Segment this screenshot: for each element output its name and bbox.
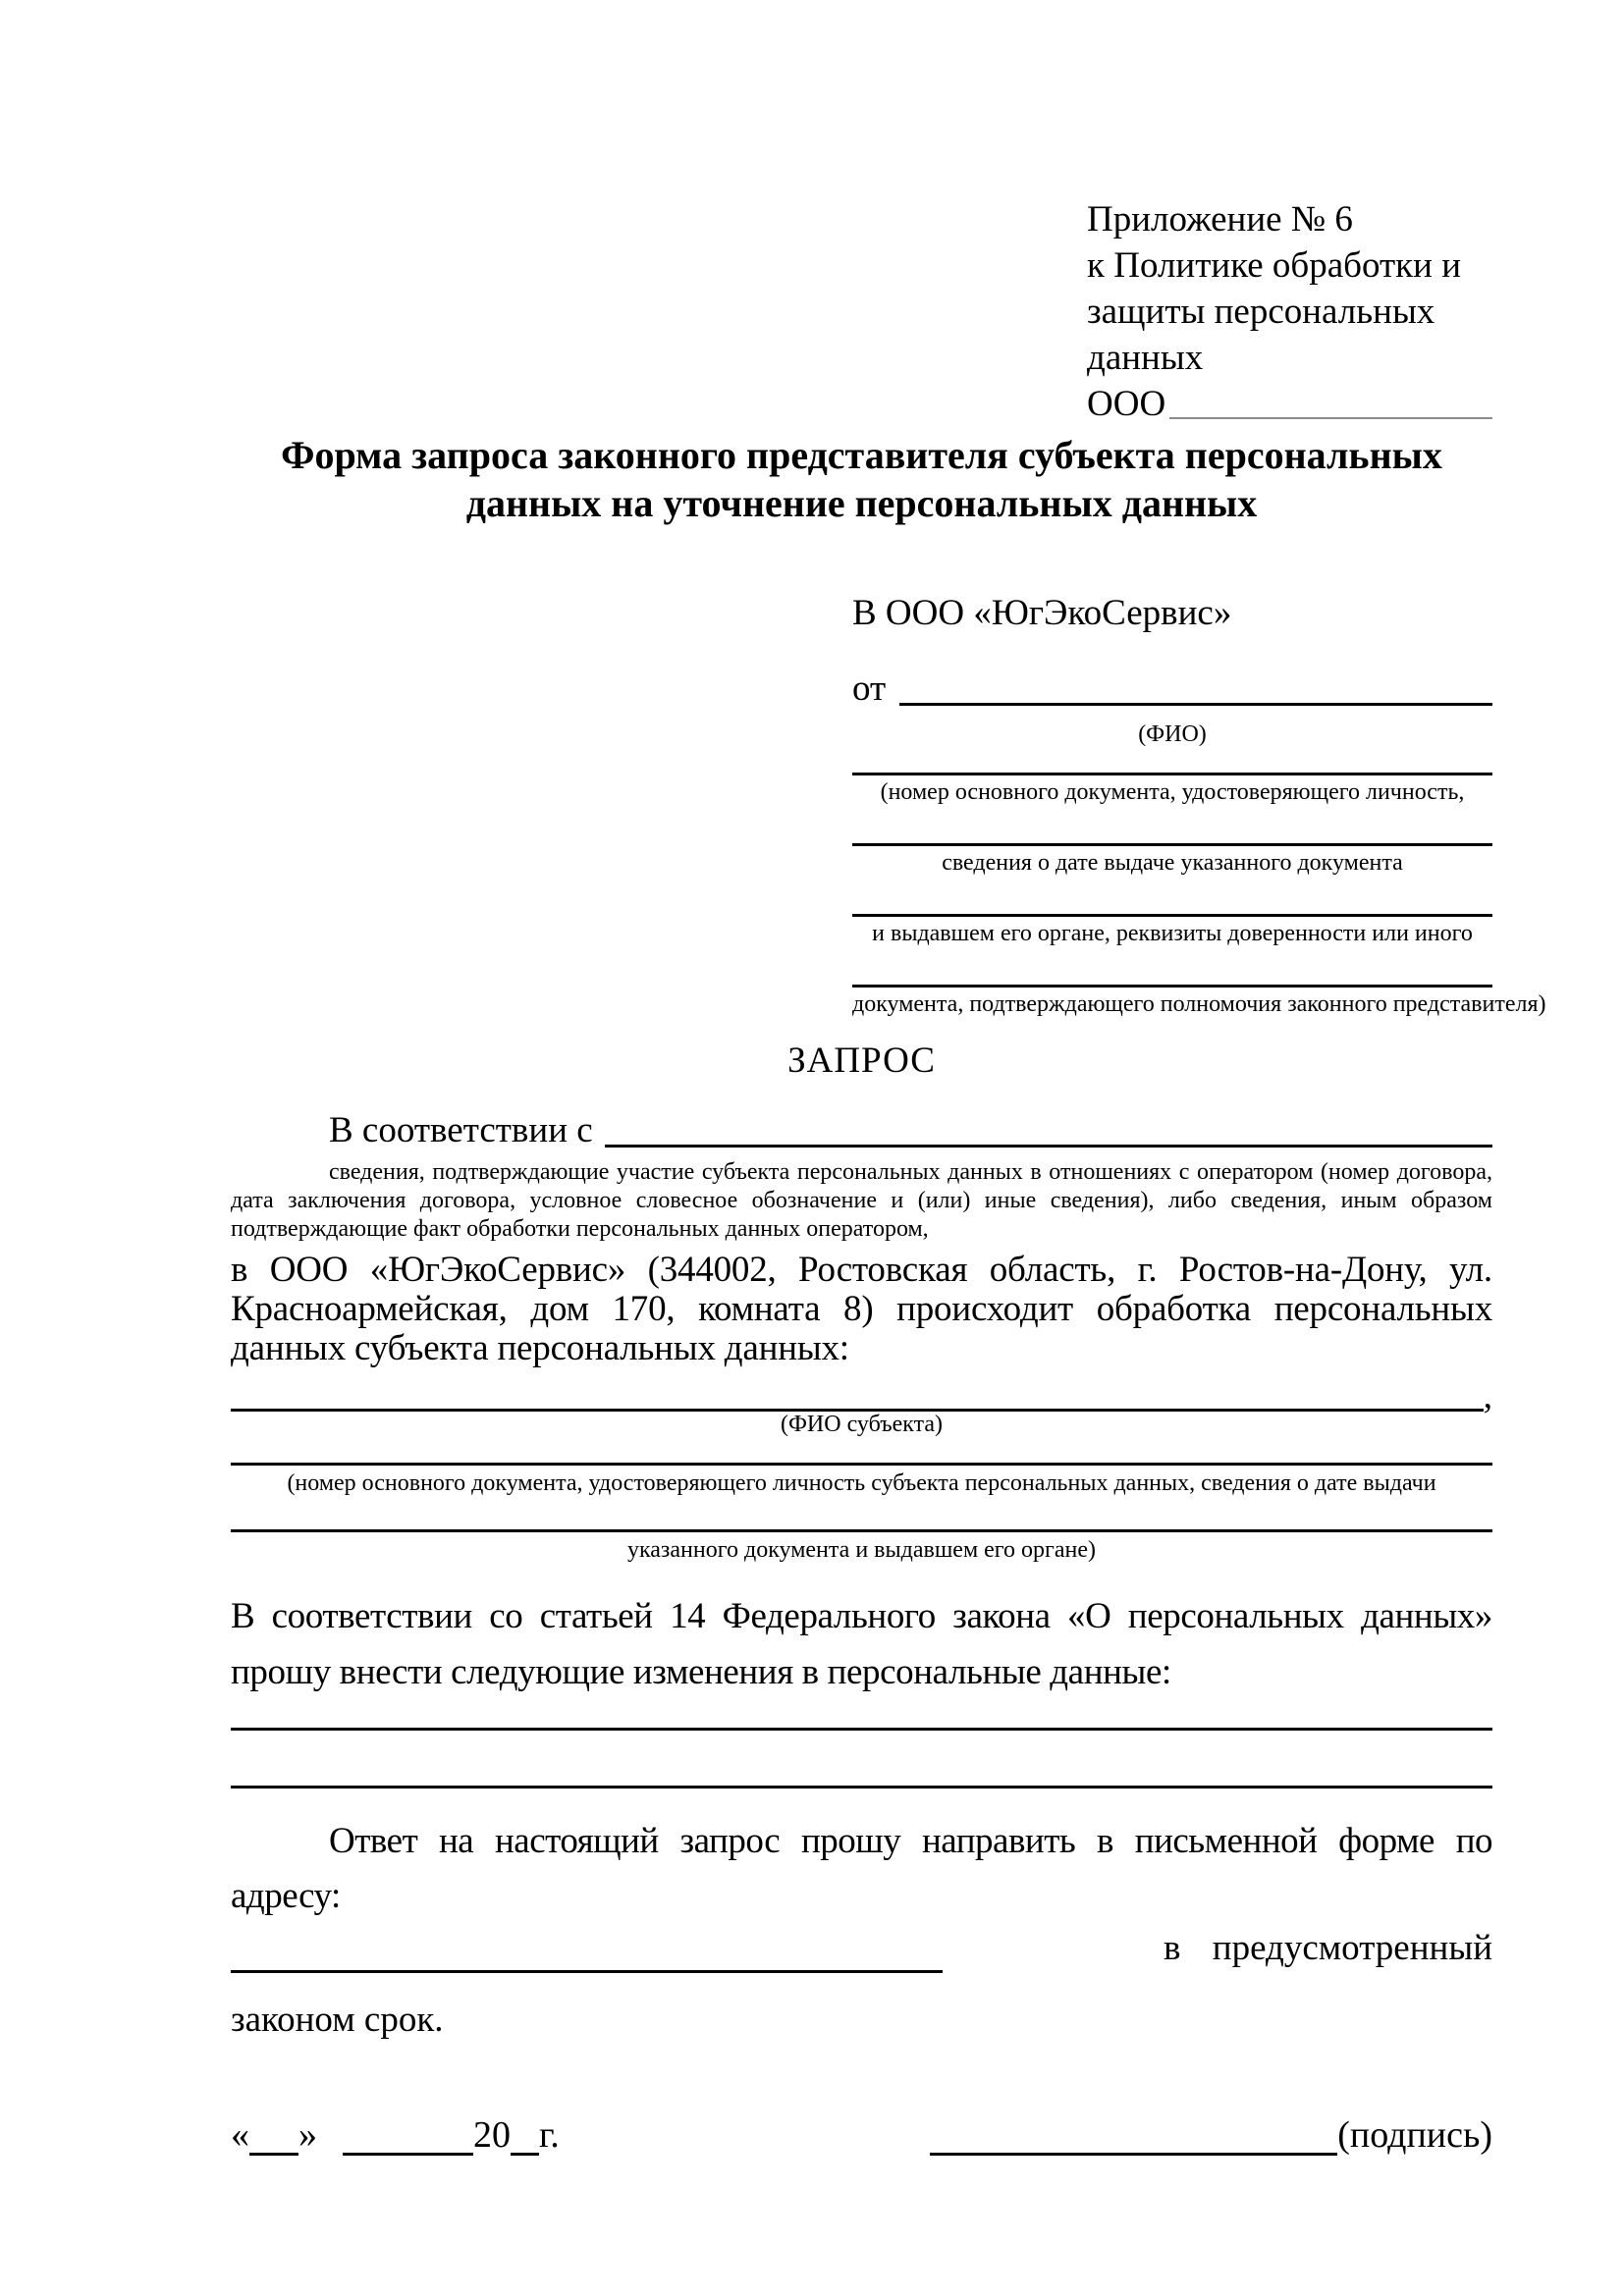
- form-title: [231, 431, 1492, 527]
- subject-doc-caption-2: указанного документа и выдавшем его органе): [626, 1537, 1097, 1563]
- representative-doc-caption-3: и выдавшем его органе, реквизиты доверенности или иного: [872, 921, 1473, 946]
- addressee-block: [852, 590, 1546, 1018]
- appendix-org-name-field[interactable]: [1169, 417, 1492, 419]
- reply-tail-word-1: в: [1164, 1928, 1181, 1968]
- date-year-field[interactable]: [511, 2117, 539, 2156]
- signature-caption: (подпись): [1337, 2114, 1492, 2156]
- appendix-org-line: [1087, 381, 1492, 427]
- date-day-field[interactable]: [249, 2117, 298, 2156]
- basis-row: [231, 1109, 1492, 1152]
- subject-fio-comma: ,: [1483, 1376, 1492, 1416]
- from-row: [852, 666, 1492, 712]
- subject-doc-row-1: [231, 1450, 1492, 1497]
- date-quote-close: »: [298, 2114, 317, 2156]
- reply-tail-word-2: предусмотренный: [1212, 1928, 1492, 1968]
- basis-note: сведения, подтверждающие участие субъекта персональных данных в отношениях с оператором (номер договора, дата заключения договора, условное словесное обозначение и (или) иные сведения), либо сведения, иным образом подтверждающие факт обработки персональных данных оператором,: [231, 1159, 1492, 1242]
- subject-fio-caption: (ФИО субъекта): [780, 1412, 944, 1437]
- appendix-line-1: Приложение № 6: [1087, 199, 1353, 240]
- subject-doc-field-2[interactable]: [231, 1505, 1492, 1532]
- subject-fio-field[interactable]: [231, 1395, 1484, 1412]
- from-label: от: [852, 668, 887, 709]
- subject-fio-row: [231, 1376, 1492, 1416]
- operator-paragraph: в ООО «ЮгЭкоСервис» (344002, Ростовская область, г. Ростов-на-Дону, ул. Красноармейская, дом 170, комната 8) происходит обработка персональных данных субъекта персональных данных:: [231, 1250, 1492, 1368]
- date-group: [231, 2114, 560, 2156]
- document-content: [231, 196, 1546, 2156]
- addressee-organization: В ООО «ЮгЭкоСервис»: [852, 593, 1232, 633]
- footer-row: [231, 2114, 1492, 2156]
- form-title-line-2: данных на уточнение персональных данных: [465, 481, 1258, 525]
- representative-doc-field-1[interactable]: [852, 748, 1492, 775]
- basis-prefix: В соответствии с: [329, 1110, 593, 1150]
- reply-paragraph: Ответ на настоящий запрос прошу направить в письменной форме по адресу:: [231, 1821, 1492, 1916]
- appendix-block: [1087, 196, 1492, 427]
- representative-doc-caption-2: сведения о дате выдаче указанного документа: [942, 850, 1403, 876]
- appendix-line-2: к Политике обработки и: [1087, 245, 1462, 286]
- representative-name-field[interactable]: [899, 703, 1492, 706]
- representative-doc-field-4[interactable]: [852, 947, 1492, 988]
- reply-address-field[interactable]: [231, 1944, 943, 1973]
- reply-address-row: [231, 1924, 1492, 1973]
- date-year-suffix: г.: [539, 2114, 560, 2156]
- signature-group: [930, 2114, 1492, 2156]
- changes-field-line-2[interactable]: [231, 1731, 1492, 1789]
- representative-doc-caption-4: документа, подтверждающего полномочия законного представителя): [852, 991, 1546, 1017]
- date-month-field[interactable]: [343, 2117, 473, 2156]
- appendix-org-prefix: ООО: [1087, 384, 1166, 424]
- basis-field[interactable]: [605, 1145, 1492, 1148]
- date-year-prefix: 20: [473, 2114, 511, 2156]
- representative-doc-field-2[interactable]: [852, 806, 1492, 846]
- representative-doc-row-4: [852, 947, 1546, 1018]
- changes-field-line-1[interactable]: [231, 1700, 1492, 1731]
- signature-field[interactable]: [930, 2117, 1337, 2156]
- subject-doc-row-2: [231, 1505, 1492, 1564]
- representative-doc-row-3: [852, 877, 1492, 947]
- representative-doc-row-2: [852, 806, 1492, 877]
- subject-doc-caption-1: (номер основного документа, удостоверяющего личность субъекта персональных данных, сведения о дате выдачи: [287, 1470, 1436, 1496]
- appendix-line-3: защиты персональных данных: [1087, 292, 1435, 378]
- fio-caption: (ФИО): [1138, 721, 1207, 747]
- subject-doc-field-1[interactable]: [231, 1450, 1492, 1466]
- representative-doc-caption-1: (номер основного документа, удостоверяющего личность,: [880, 779, 1465, 805]
- reply-tail: [1164, 1924, 1492, 1973]
- representative-doc-field-3[interactable]: [852, 877, 1492, 917]
- date-quote-open: «: [231, 2114, 249, 2156]
- term-text: законом срок.: [231, 2000, 444, 2040]
- request-heading: ЗАПРОС: [787, 1041, 936, 1081]
- law-paragraph: В соответствии со статьей 14 Федерального закона «О персональных данных» прошу внести следующие изменения в персональные данные:: [231, 1596, 1492, 1692]
- form-title-line-1: Форма запроса законного представителя субъекта персональных: [281, 433, 1442, 477]
- representative-doc-row-1: [852, 748, 1492, 806]
